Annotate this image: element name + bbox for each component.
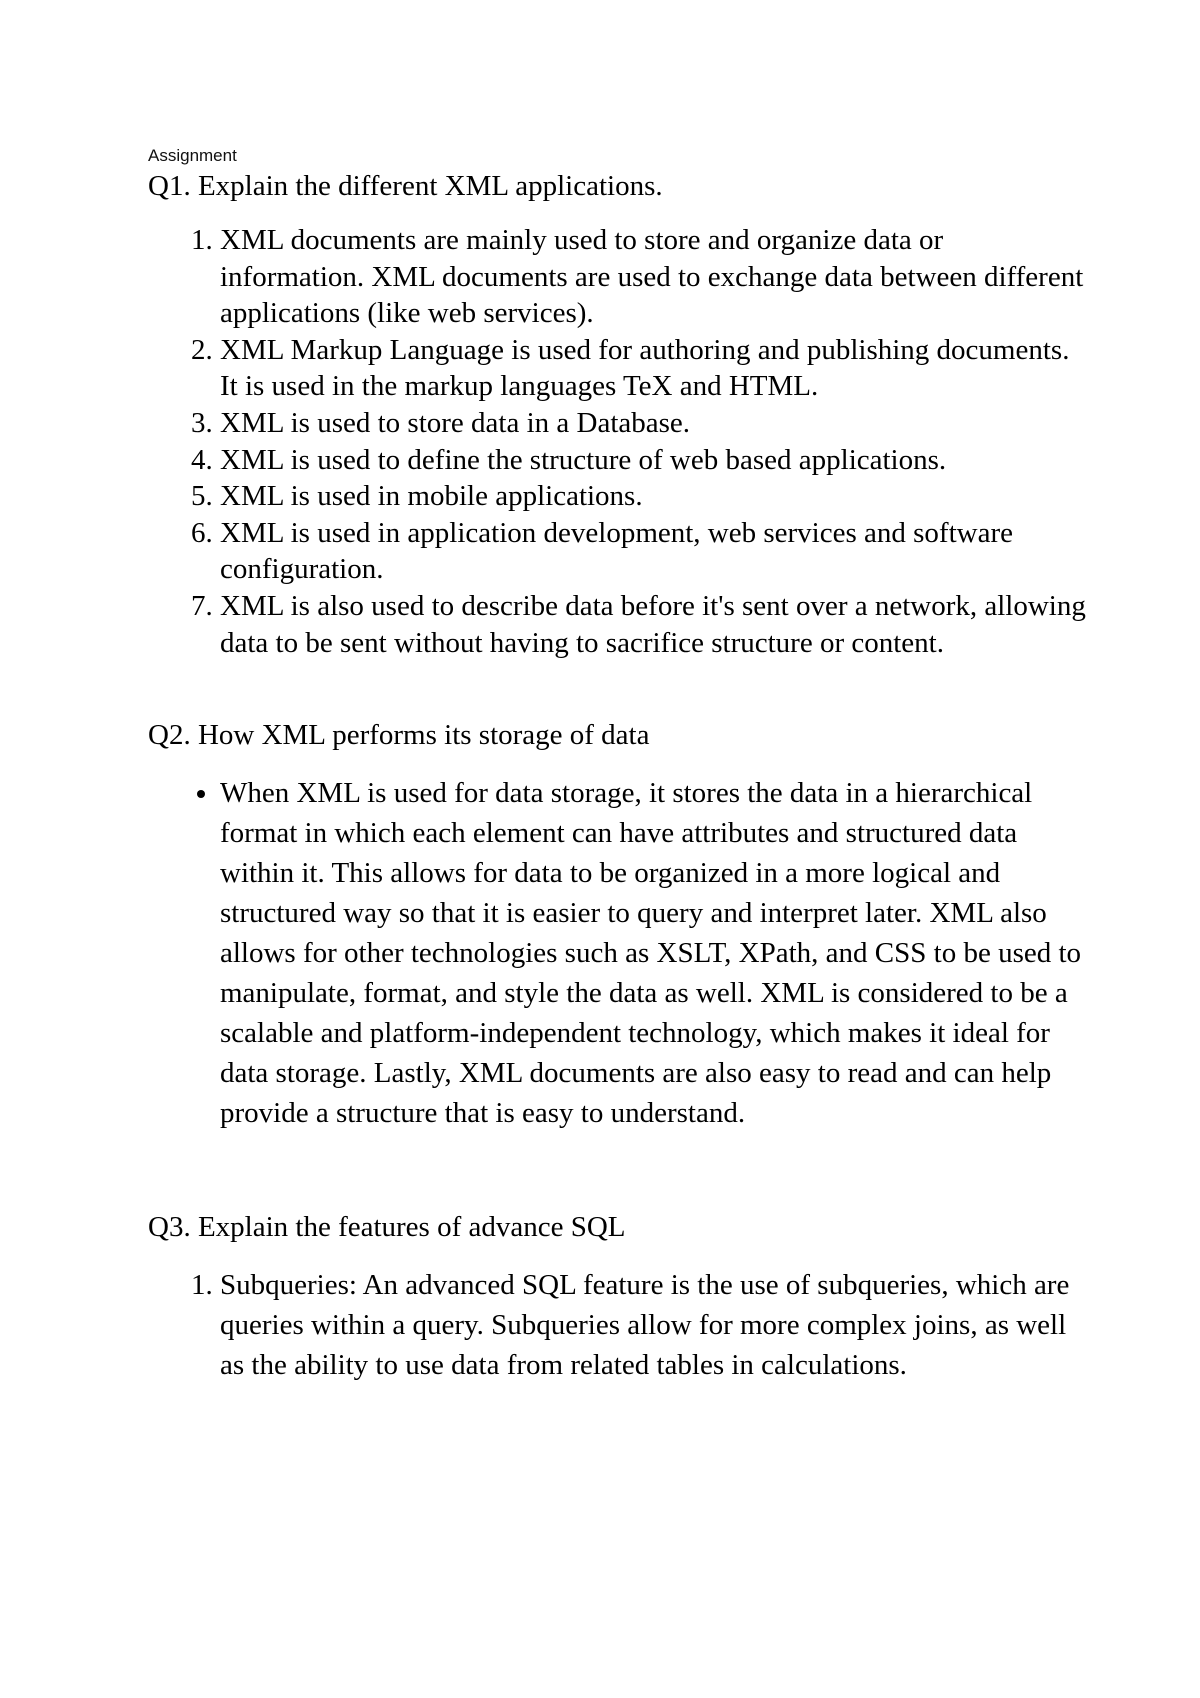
list-item: 4. XML is used to define the structure of web based applications. [220, 442, 1088, 479]
list-item: 1. Subqueries: An advanced SQL feature is the use of subqueries, which are queries within a query. Subqueries allow for more complex joins, as well as the ability to use data from related tables in calculations. [220, 1265, 1088, 1385]
question-3-title: Q3. Explain the features of advance SQL [148, 1211, 626, 1244]
document-label: Assignment [148, 146, 237, 165]
question-1-title: Q1. Explain the different XML applications. [148, 170, 663, 202]
list-item: 3. XML is used to store data in a Database. [220, 405, 1088, 442]
question-3-list [148, 1265, 1088, 1385]
list-item: 7. XML is also used to describe data before it's sent over a network, allowing data to be sent without having to sacrifice structure or content. [220, 588, 1088, 661]
list-item: 5. XML is used in mobile applications. [220, 478, 1088, 515]
list-item: 1. XML documents are mainly used to store and organize data or information. XML documents are used to exchange data between different applications (like web services). [220, 222, 1088, 332]
question-1-list [148, 222, 1088, 661]
question-2-title: Q2. How XML performs its storage of data [148, 719, 650, 752]
list-item: • When XML is used for data storage, it stores the data in a hierarchical format in which each element can have attributes and structured data within it. This allows for data to be organized in a more logical and structured way so that it is easier to query and interpret later. XML also allows for other technologies such as XSLT, XPath, and CSS to be used to manipulate, format, and style the data as well. XML is considered to be a scalable and platform-independent technology, which makes it ideal for data storage. Lastly, XML documents are also easy to read and can help provide a structure that is easy to understand. [220, 773, 1088, 1133]
list-item: 2. XML Markup Language is used for authoring and publishing documents. It is used in the markup languages TeX and HTML. [220, 332, 1088, 405]
question-2-list [148, 773, 1088, 1133]
list-item: 6. XML is used in application development, web services and software configuration. [220, 515, 1088, 588]
document-body [148, 146, 1088, 1385]
